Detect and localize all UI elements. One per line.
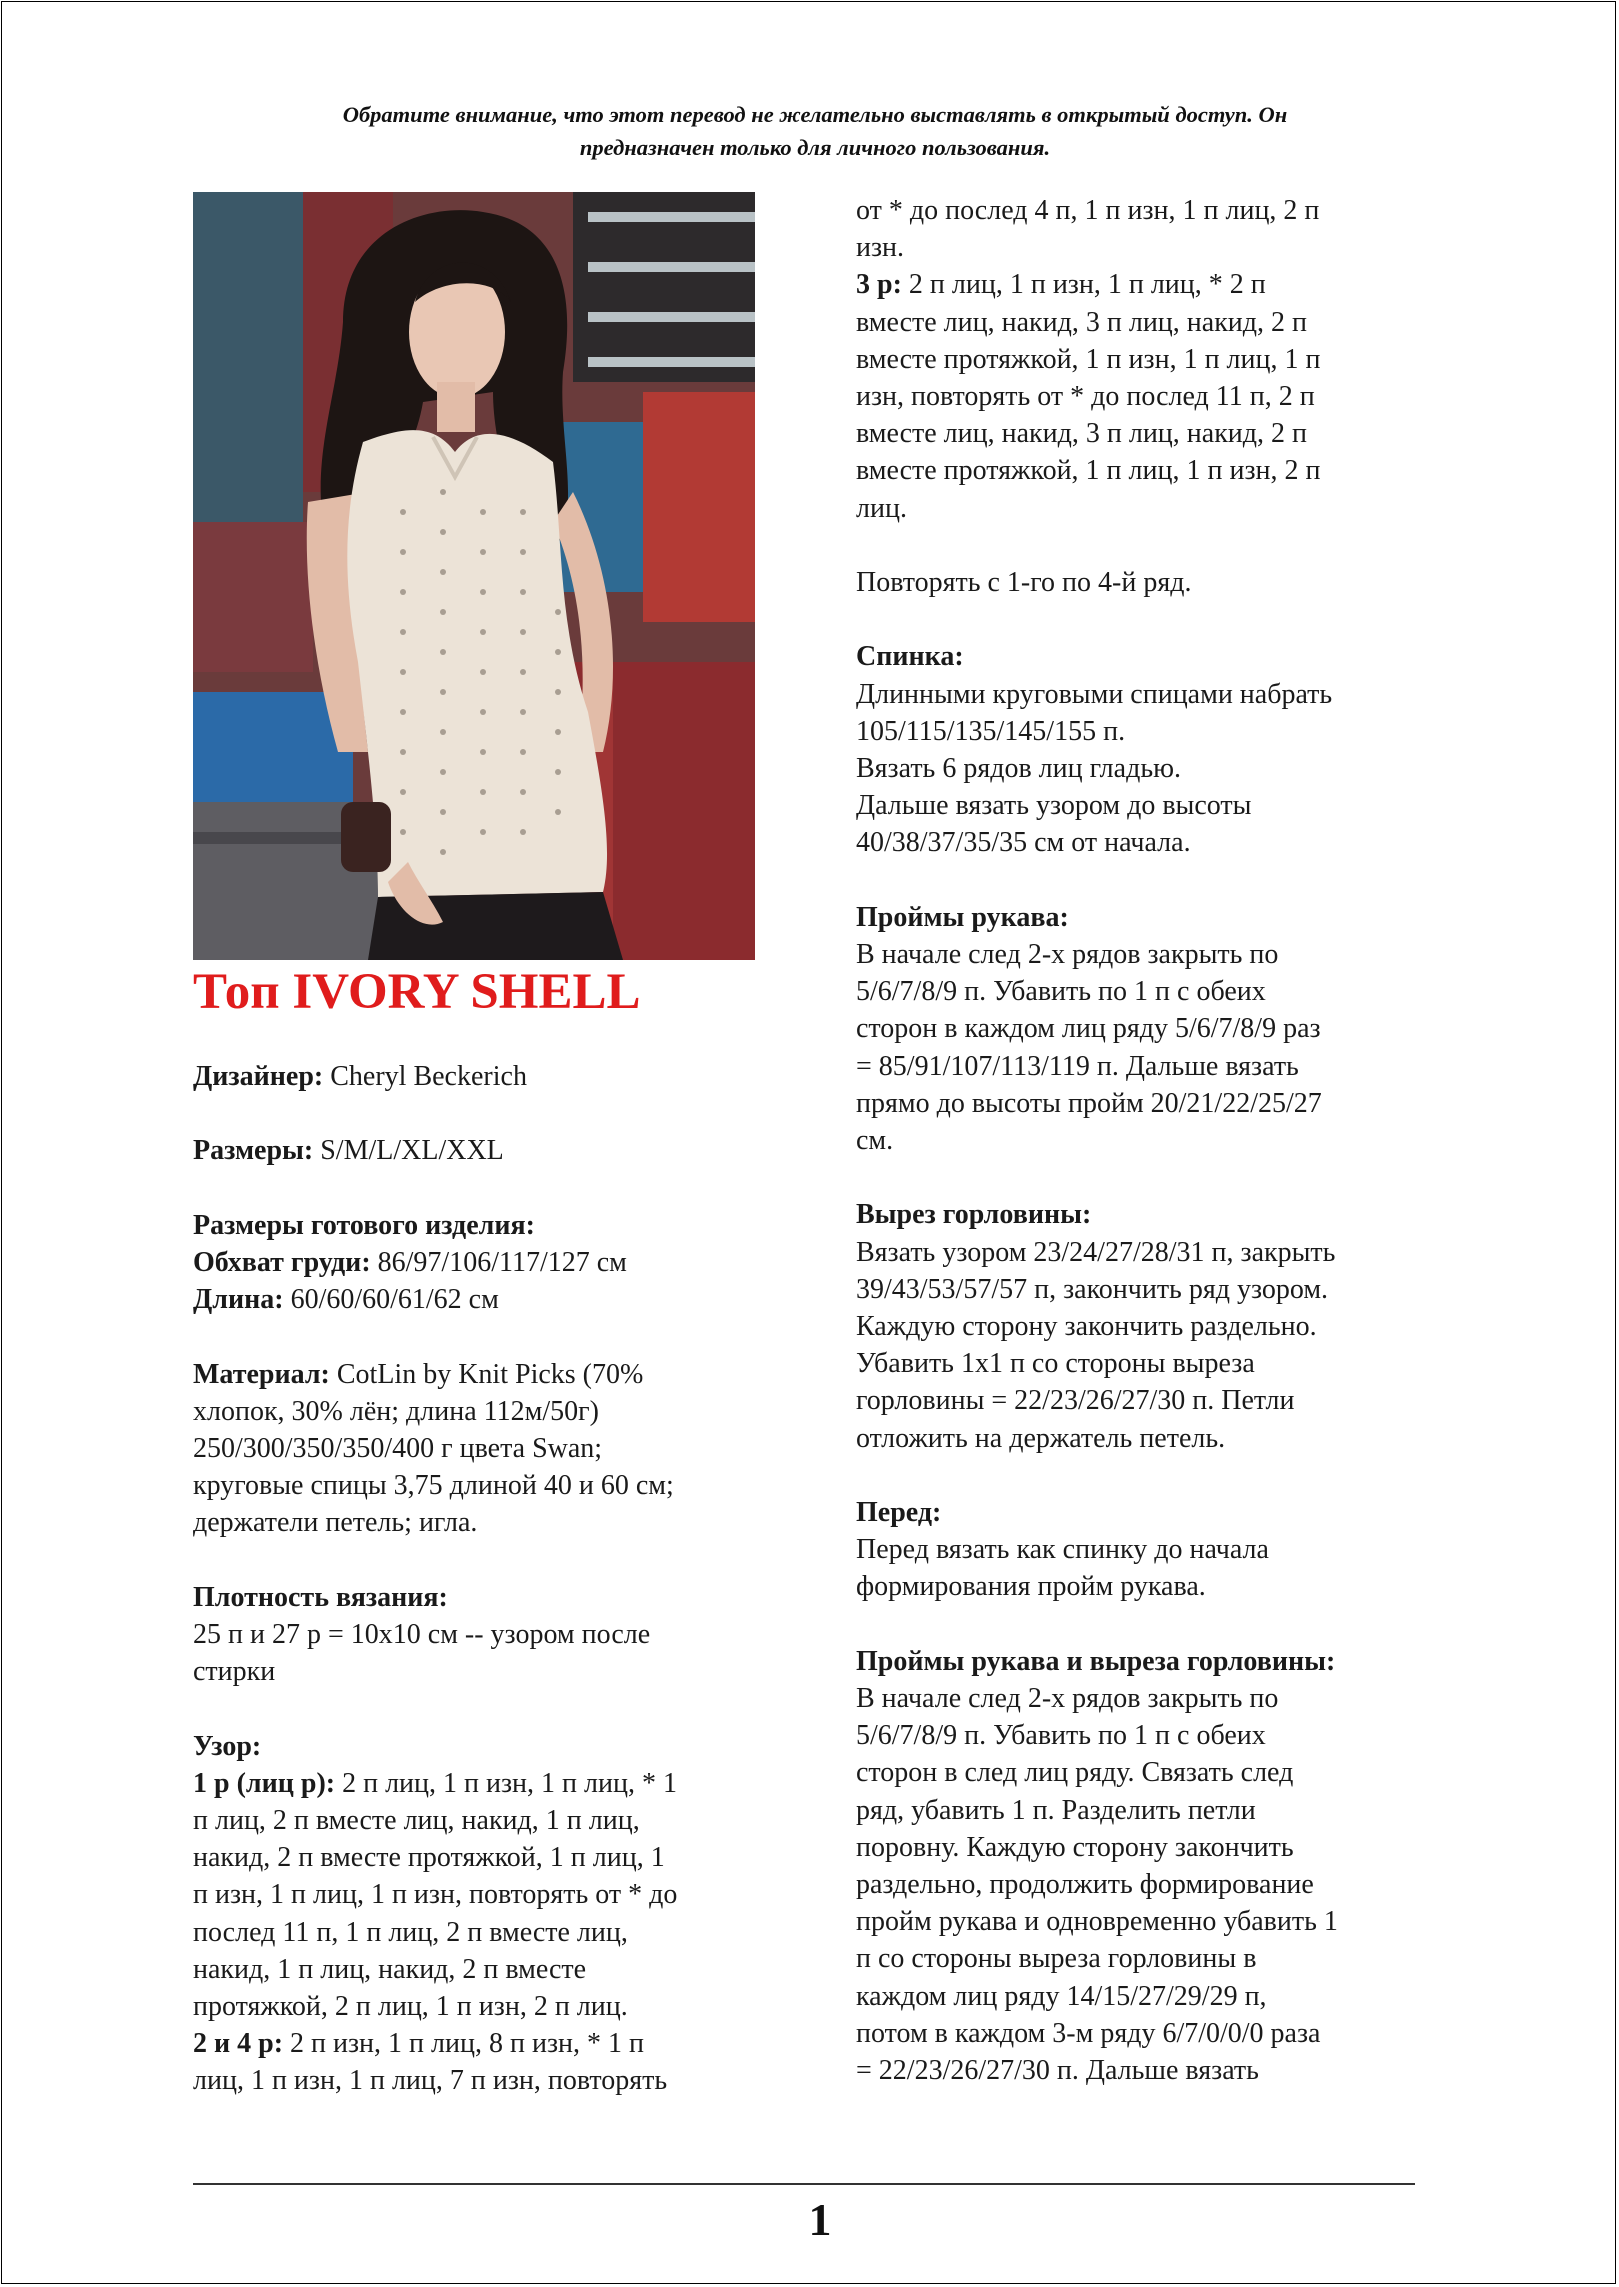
material-line: Материал: CotLin by Knit Picks (70% — [193, 1358, 644, 1390]
footer-divider — [193, 2183, 1415, 2185]
pattern-heading: Узор: — [193, 1730, 262, 1762]
neckline-line: отложить на держатель петель. — [856, 1422, 1226, 1454]
row3-label: 3 р: — [856, 269, 902, 301]
pattern-title: Топ IVORY SHELL — [193, 964, 641, 1020]
row3-line: лиц. — [856, 492, 907, 524]
gauge-heading: Плотность вязания: — [193, 1581, 448, 1613]
row2-label: 2 и 4 р: — [193, 2028, 284, 2060]
designer-label: Дизайнер: — [193, 1061, 324, 1092]
length-value: 60/60/60/61/62 см — [283, 1284, 499, 1316]
translation-notice — [200, 98, 1430, 164]
neckline-heading: Вырез горловины: — [856, 1199, 1092, 1231]
front-shaping-line: п со стороны выреза горловины в — [856, 1943, 1257, 1975]
length-label: Длина: — [193, 1284, 284, 1316]
front-shaping-line: ряд, убавить 1 п. Разделить петли — [856, 1794, 1256, 1826]
bust-label: Обхват груди: — [193, 1246, 371, 1278]
row1-label: 1 р (лиц р): — [193, 1767, 336, 1799]
material-line: держатели петель; игла. — [193, 1507, 478, 1539]
front-heading: Перед: — [856, 1497, 942, 1529]
material-line: хлопок, 30% лён; длина 112м/50г) — [193, 1395, 599, 1427]
front-shaping-heading: Проймы рукава и выреза горловины: — [856, 1645, 1336, 1677]
armholes-line: см. — [856, 1125, 894, 1157]
armholes-line: В начале след 2-х рядов закрыть по — [856, 939, 1279, 971]
designer-line — [193, 1058, 773, 1095]
neckline-line: Вязать узором 23/24/27/28/31 п, закрыть — [856, 1236, 1336, 1268]
neckline-line: 39/43/53/57/57 п, закончить ряд узором. — [856, 1273, 1329, 1305]
material-label: Материал: — [193, 1358, 330, 1390]
back-line: 105/115/135/145/155 п. — [856, 715, 1126, 747]
armholes-line: прямо до высоты пройм 20/21/22/25/27 — [856, 1087, 1322, 1119]
right-column — [856, 192, 1436, 2089]
front-shaping-line: поровну. Каждую сторону закончить — [856, 1831, 1294, 1863]
front-line: формирования пройм рукава. — [856, 1571, 1206, 1603]
row3-line: вместе протяжкой, 1 п лиц, 1 п изн, 2 п — [856, 455, 1321, 487]
row1-line: протяжкой, 2 п лиц, 1 п изн, 2 п лиц. — [193, 1991, 628, 2022]
front-shaping-line: потом в каждом 3-м ряду 6/7/0/0/0 раза — [856, 2017, 1321, 2049]
bust-value: 86/97/106/117/127 см — [370, 1246, 627, 1278]
front-shaping-line: раздельно, продолжить формирование — [856, 1869, 1314, 1901]
front-shaping-line: пройм рукава и одновременно убавить 1 — [856, 1906, 1338, 1938]
bust-line — [193, 1244, 773, 1281]
back-line: Дальше вязать узором до высоты — [856, 790, 1252, 822]
sizes-label: Размеры: — [193, 1135, 314, 1167]
gauge-line: стирки — [193, 1656, 276, 1688]
neckline-line: горловины = 22/23/26/27/30 п. Петли — [856, 1385, 1295, 1417]
back-line: Длинными круговыми спицами набрать — [856, 678, 1333, 710]
back-heading: Спинка: — [856, 641, 964, 673]
material-line: круговые спицы 3,75 длиной 40 и 60 см; — [193, 1470, 674, 1502]
finished-heading: Размеры готового изделия: — [193, 1209, 535, 1241]
sizes-value: S/M/L/XL/XXL — [313, 1135, 504, 1167]
row1-line: п лиц, 2 п вместе лиц, накид, 1 п лиц, — [193, 1804, 640, 1836]
armholes-line: = 85/91/107/113/119 п. Дальше вязать — [856, 1050, 1299, 1082]
row3-line: 3 р: 2 п лиц, 1 п изн, 1 п лиц, * 2 п — [856, 269, 1266, 301]
model-photo — [193, 192, 755, 960]
row1-line: накид, 1 п лиц, накид, 2 п вместе — [193, 1953, 587, 1985]
row3-line: вместе лиц, накид, 3 п лиц, накид, 2 п — [856, 418, 1308, 450]
neckline-line: Каждую сторону закончить раздельно. — [856, 1311, 1317, 1343]
notice-line: предназначен только для личного пользования. — [579, 135, 1051, 160]
armholes-line: 5/6/7/8/9 п. Убавить по 1 п с обеих — [856, 976, 1266, 1008]
row2-line: от * до послед 4 п, 1 п изн, 1 п лиц, 2 п — [856, 195, 1320, 226]
row2-line: лиц, 1 п изн, 1 п лиц, 7 п изн, повторять — [193, 2065, 668, 2097]
notice-line: Обратите внимание, что этот перевод не желательно выставлять в открытый доступ. Он — [342, 102, 1288, 127]
front-shaping-line: В начале след 2-х рядов закрыть по — [856, 1683, 1279, 1715]
repeat-line: Повторять с 1-го по 4-й ряд. — [856, 567, 1192, 599]
front-shaping-line: 5/6/7/8/9 п. Убавить по 1 п с обеих — [856, 1720, 1266, 1752]
row1-line: послед 11 п, 1 п лиц, 2 п вместе лиц, — [193, 1916, 628, 1948]
model-photo-illustration — [193, 192, 755, 960]
back-line: Вязать 6 рядов лиц гладью. — [856, 753, 1182, 785]
front-shaping-line: каждом лиц ряду 14/15/27/29/29 п, — [856, 1980, 1267, 2012]
left-column — [193, 1058, 773, 2100]
length-line — [193, 1281, 773, 1318]
row1-line: 1 р (лиц р): 2 п лиц, 1 п изн, 1 п лиц, * 1 — [193, 1767, 677, 1799]
sizes-line — [193, 1132, 773, 1169]
gauge-line: 25 п и 27 р = 10х10 см -- узором после — [193, 1618, 651, 1650]
armholes-line: сторон в каждом лиц ряду 5/6/7/8/9 раз — [856, 1013, 1321, 1045]
row3-line: вместе лиц, накид, 3 п лиц, накид, 2 п — [856, 306, 1308, 338]
row2-line: изн. — [856, 232, 905, 264]
front-shaping-line: сторон в след лиц ряду. Связать след — [856, 1757, 1294, 1789]
back-line: 40/38/37/35/35 см от начала. — [856, 827, 1191, 859]
designer-value: Cheryl Beckerich — [323, 1061, 527, 1092]
front-shaping-line: = 22/23/26/27/30 п. Дальше вязать — [856, 2055, 1259, 2087]
material-line: 250/300/350/350/400 г цвета Swan; — [193, 1432, 603, 1464]
front-line: Перед вязать как спинку до начала — [856, 1534, 1269, 1566]
neckline-line: Убавить 1х1 п со стороны выреза — [856, 1348, 1255, 1380]
row3-line: изн, повторять от * до послед 11 п, 2 п — [856, 381, 1315, 413]
armholes-heading: Проймы рукава: — [856, 901, 1069, 933]
page-number: 1 — [808, 2194, 832, 2245]
row1-line: накид, 2 п вместе протяжкой, 1 п лиц, 1 — [193, 1842, 665, 1874]
row2-line: 2 и 4 р: 2 п изн, 1 п лиц, 8 п изн, * 1 п — [193, 2028, 644, 2060]
row3-line: вместе протяжкой, 1 п изн, 1 п лиц, 1 п — [856, 343, 1321, 375]
row1-line: п изн, 1 п лиц, 1 п изн, повторять от * до — [193, 1879, 678, 1911]
